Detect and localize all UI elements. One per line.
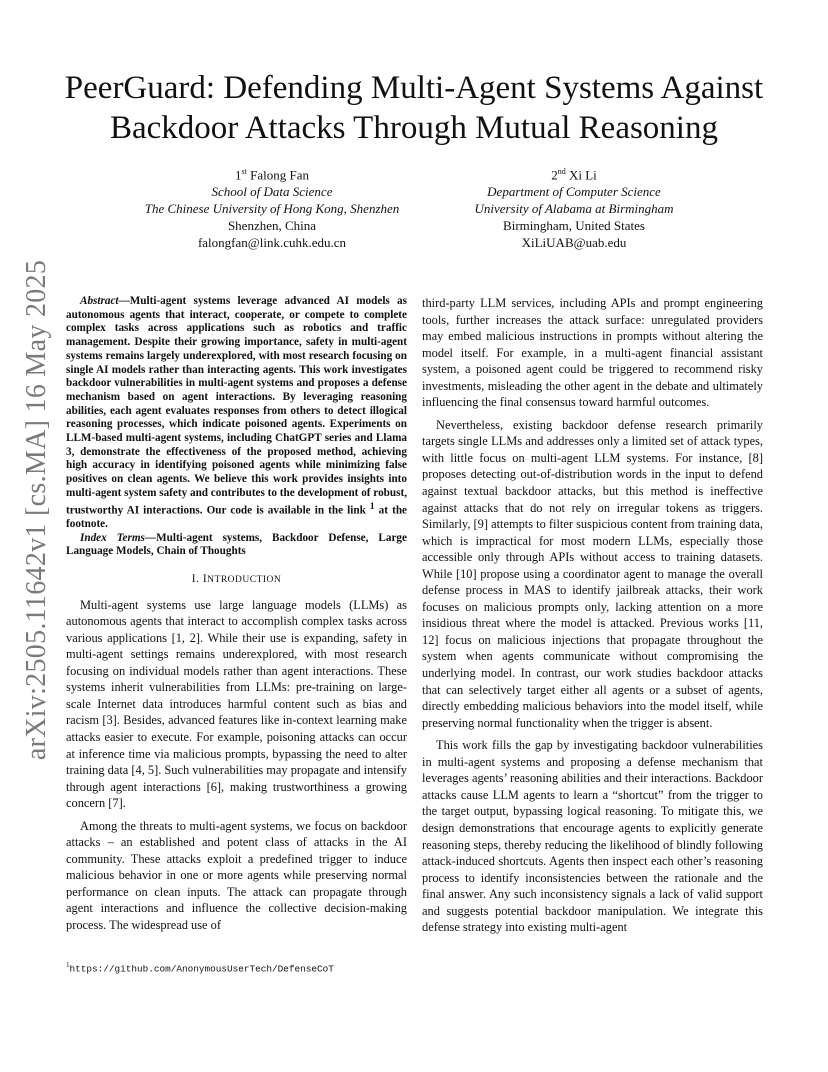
abstract	[66, 295, 407, 532]
author-ordinal-suffix: st	[241, 167, 247, 176]
author-name-line	[440, 163, 708, 183]
footnote	[66, 958, 407, 976]
author-email: XiLiUAB@uab.edu	[521, 235, 627, 251]
author-ordinal: 1	[235, 167, 242, 183]
right-paragraph-3: This work fills the gap by investigating backdoor vulnerabilities in multi-agent systems and proposing a defense mechanism that leverages agents’ reasoning abilities and their interactions. Backdoor attacks cause LLM agents to learn a “shortcut” from the trigger to the target output, bypassing logical reasoning. To mitigate this, we design demonstrations that encourage agents to explicitly generate reasoning steps, thereby reducing the likelihood of blindly following attack-induced shortcuts. Agents then inspect each other’s reasoning process to identify inconsistencies between the rationale and the final answer. Any such inconsistency signals a lack of valid support and suggests potential backdoor manipulation. We integrate this defense strategy into existing multi-agent	[422, 738, 763, 935]
author-ordinal-suffix: nd	[557, 167, 566, 176]
abstract-footnote-mark: 1	[369, 501, 375, 512]
intro-paragraph-1: Multi-agent systems use large language models (LLMs) as autonomous agents that interact to accomplish complex tasks across various applications [1, 2]. While their use is expanding, safety in multi-agent settings remains underexplored, with most research focusing on individual models rather than agent interactions. These systems inherit vulnerabilities from LLMs: pre-training on large-scale Internet data introduces harmful content such as bias and racism [3]. Besides, advanced features like in-context learning make attacks easier to execute. For example, poisoning attacks can occur at inference time via malicious prompts, bypassing the need to alter training data [4, 5]. Such vulnerabilities may propagate and intensify through agent interactions [6], making trustworthiness a growing concern [7].	[66, 597, 407, 811]
title-line-1: PeerGuard: Defending Multi-Agent Systems Against	[64, 70, 764, 106]
abstract-tail: at the footnote.	[66, 504, 408, 530]
author-university: University of Alabama at Birmingham	[474, 201, 674, 217]
footnote-mark: 1	[66, 961, 70, 969]
author-city: Birmingham, United States	[503, 218, 645, 234]
abstract-text: —Multi-agent systems leverage advanced AI models as autonomous agents that interact, cooperate, or compete to complete complex tasks across applications such as robotics and traffic management. Despite their growing importance, safety in multi-agent systems remains largely underexplored, with most research focusing on single AI models rather than interacting agents. This work investigates backdoor vulnerabilities in multi-agent systems and proposes a defense mechanism based on agent interactions. By leveraging reasoning abilities, each agent evaluates responses from others to detect illogical reasoning processes, which indicate poisoned agents. Experiments on LLM-based multi-agent systems, including ChatGPT series and Llama 3, demonstrate the effectiveness of the proposed method, achieving high accuracy in identifying poisoned agents while minimizing false positives on clean agents. We believe this work provides insights into multi-agent system safety and contributes to the development of robust, trustworthy AI interactions. Our code is available in the link	[66, 295, 407, 517]
author-email: falongfan@link.cuhk.edu.cn	[197, 235, 347, 251]
index-terms-label: Index Terms	[80, 531, 145, 544]
author-name-line	[112, 163, 432, 183]
footnote-url: https://github.com/AnonymousUserTech/DefenseCoT	[69, 963, 334, 975]
abstract-label: Abstract	[80, 295, 119, 307]
right-paragraph-2: Nevertheless, existing backdoor defense research primarily targets single LLMs and addresses only a limited set of attack types, with little focus on multi-agent LLM systems. For instance, [8] proposes detecting out-of-distribution words in the input to defend against textual backdoor attacks, but this method is ineffective against attacks that do not rely on irregular tokens as triggers. Similarly, [9] attempts to filter suspicious content from training data, which is impractical for most modern LLMs, especially those accessible only through APIs without access to training datasets. While [10] propose using a coordinator agent to manage the overall defense process in MAS to identify jailbreak attacks, their work focuses on malicious prompts only, lacking attention on a more insidious threat where the model is attacked. Previous works [11, 12] focus on malicious injections that propagate throughout the system when agents communicate without compromising the underlying model. In contrast, our work studies backdoor attacks that can selectively target either all agents or a subset of agents, directly embedding malicious behaviors into the model itself, while preserving normal functionality when the trigger is absent.	[422, 417, 763, 730]
author-ordinal: 2	[551, 167, 558, 183]
right-paragraph-1: third-party LLM services, including APIs and prompt engineering tools, further increases the attack surface: unregulated providers may embed malicious instructions in prompts without altering the model itself. For example, in a multi-agent financial assistant system, a poisoned agent could be triggered to recommend risky investments, misleading the other agent in the debate and ultimately influencing the final consensus toward harmful outcomes.	[422, 296, 763, 410]
author-department: Department of Computer Science	[487, 184, 661, 200]
author-block-1	[112, 163, 432, 251]
section-number: I.	[191, 573, 200, 586]
intro-paragraph-2: Among the threats to multi-agent systems, we focus on backdoor attacks – an established and potent class of attacks in the AI community. These attacks exploit a predefined trigger to induce malicious behavior in one or more agents while preserving normal performance on clean inputs. The attack can propagate through agent interactions and influence the collective decision-making process. The widespread use of	[66, 818, 407, 933]
section-heading-introduction	[66, 571, 407, 589]
index-terms-text: —Multi-agent systems, Backdoor Defense, Large Language Models, Chain of Thoughts	[66, 531, 407, 558]
arxiv-identifier-text: arXiv:2505.11642v1 [cs.MA] 16 May 2025	[21, 259, 52, 761]
author-block-2	[440, 163, 708, 251]
index-terms	[66, 532, 407, 559]
section-title-rest: NTRODUCTION	[207, 575, 282, 586]
author-city: Shenzhen, China	[227, 218, 317, 234]
paper-title	[40, 68, 788, 148]
left-column	[66, 295, 407, 934]
title-line-2: Backdoor Attacks Through Mutual Reasoning	[110, 110, 718, 146]
author-department: School of Data Science	[211, 184, 333, 200]
author-name: Falong Fan	[250, 167, 309, 183]
author-name: Xi Li	[568, 167, 597, 183]
author-university: The Chinese University of Hong Kong, Shenzhen	[144, 201, 400, 217]
section-title-initial: I	[202, 573, 208, 586]
right-column	[422, 295, 763, 936]
